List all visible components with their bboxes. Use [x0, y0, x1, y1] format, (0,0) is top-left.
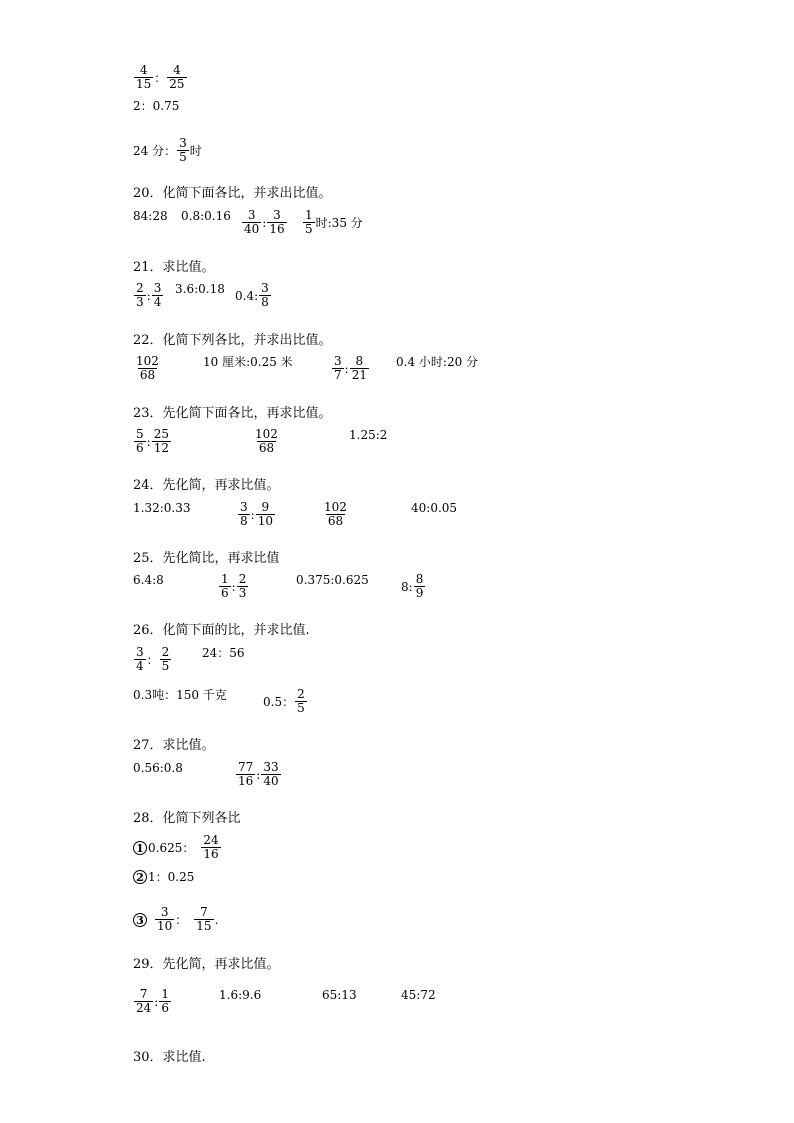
numerator: 3	[334, 354, 342, 368]
question-text: 先化简下面各比，再求比值。	[162, 406, 332, 421]
question-heading	[133, 182, 332, 201]
denominator: 5	[297, 701, 305, 715]
ratio-item	[133, 501, 190, 515]
denominator: 40	[244, 222, 260, 236]
denominator: 4	[136, 659, 144, 673]
ratio-text: 0.5：	[263, 694, 295, 709]
ratio-text: 3.6:0.18	[175, 282, 225, 296]
ratio-item	[411, 501, 457, 515]
question-heading	[133, 256, 215, 275]
fraction	[177, 137, 189, 164]
ratio-item	[181, 209, 231, 223]
ratio-item	[235, 282, 272, 309]
ratio-item	[237, 501, 276, 528]
denominator: 6	[136, 441, 144, 455]
question-heading	[133, 474, 280, 493]
ratio-separator: :	[154, 994, 159, 1009]
numerator: 8	[355, 354, 364, 368]
denominator: 68	[327, 514, 344, 528]
question-heading	[133, 953, 280, 972]
ratio-text: 0.56:0.8	[133, 761, 183, 775]
denominator: 16	[238, 774, 254, 788]
ratio-item	[235, 761, 282, 788]
ratio-item	[322, 988, 357, 1002]
ratio-item	[133, 64, 188, 91]
question-number: 30．	[133, 1050, 163, 1065]
fraction	[322, 501, 349, 528]
ratio-item	[296, 573, 369, 587]
ratio-item	[302, 209, 363, 236]
ratio-separator: ：	[146, 652, 159, 667]
numerator: 102	[324, 500, 347, 514]
numerator: 2	[238, 572, 247, 586]
ratio-item	[396, 355, 478, 369]
numerator: 77	[238, 760, 254, 774]
ratio-text: 84:28	[133, 209, 168, 223]
ratio-item	[241, 209, 288, 236]
fraction	[167, 64, 186, 91]
ratio-item	[133, 988, 172, 1015]
denominator: 5	[305, 222, 313, 236]
numerator: 3	[261, 281, 269, 295]
denominator: 8	[261, 295, 269, 309]
circled-number-marker: 1	[133, 841, 147, 855]
ratio-text: 0.8:0.16	[181, 209, 231, 223]
ratio-item	[133, 355, 162, 382]
denominator: 68	[139, 368, 156, 382]
question-text: 化简下列各比	[162, 811, 241, 826]
ratio-text: .	[214, 912, 219, 927]
fraction	[219, 573, 231, 600]
ratio-item	[263, 688, 308, 715]
fraction	[194, 906, 213, 933]
numerator: 3	[240, 500, 248, 514]
numerator: 3	[136, 645, 144, 659]
ratio-item	[321, 501, 350, 528]
fraction	[155, 906, 174, 933]
denominator: 9	[415, 586, 424, 600]
ratio-separator: ：	[154, 70, 167, 85]
ratio-item	[349, 428, 387, 442]
fraction	[236, 761, 255, 788]
fraction	[201, 834, 220, 861]
question-number: 24．	[133, 478, 163, 493]
question-text: 先化简，再求比值。	[162, 478, 280, 493]
numerator: 33	[263, 760, 279, 774]
ratio-text: 1.32:0.33	[133, 501, 191, 515]
numerator: 2	[161, 645, 170, 659]
question-heading	[133, 547, 280, 566]
question-heading	[133, 329, 332, 348]
circled-number-marker: 2	[133, 870, 147, 884]
ratio-separator: :	[146, 288, 151, 303]
denominator: 24	[136, 1001, 152, 1015]
fraction	[256, 501, 275, 528]
fraction	[152, 428, 171, 455]
denominator: 6	[221, 586, 229, 600]
fraction	[152, 282, 164, 309]
question-text: 先化简比，再求比值	[162, 551, 280, 566]
numerator: 8	[415, 572, 424, 586]
fraction	[237, 573, 249, 600]
numerator: 3	[247, 208, 256, 222]
numerator: 24	[203, 833, 219, 847]
ratio-text: 0.4 小时:20 分	[396, 355, 479, 369]
numerator: 4	[173, 63, 181, 77]
fraction	[242, 209, 261, 236]
denominator: 12	[153, 441, 169, 455]
question-text: 化简下面的比，并求比值.	[162, 623, 310, 638]
numerator: 102	[136, 354, 159, 368]
ratio-item	[252, 428, 281, 455]
question-heading	[133, 619, 310, 638]
denominator: 68	[258, 441, 275, 455]
question-heading	[133, 734, 215, 753]
fraction	[414, 573, 426, 600]
denominator: 21	[351, 368, 367, 382]
ratio-item	[401, 573, 426, 600]
ratio-separator: :	[256, 767, 261, 782]
denominator: 10	[157, 919, 173, 933]
ratio-text: 2：0.75	[133, 99, 180, 113]
ratio-item	[133, 906, 218, 933]
denominator: 3	[238, 586, 247, 600]
fraction	[350, 355, 369, 382]
fraction	[134, 988, 153, 1015]
numerator: 7	[200, 905, 208, 919]
ratio-text: 65:13	[322, 988, 357, 1002]
numerator: 3	[153, 281, 162, 295]
ratio-separator: :	[231, 579, 236, 594]
denominator: 25	[169, 77, 185, 91]
denominator: 15	[196, 919, 212, 933]
ratio-text: 时:35 分	[315, 215, 363, 230]
ratio-text: 0.375:0.625	[296, 573, 369, 587]
denominator: 5	[179, 150, 187, 164]
numerator: 2	[136, 281, 144, 295]
denominator: 5	[161, 659, 170, 673]
question-number: 25．	[133, 551, 163, 566]
question-text: 求比值.	[162, 1050, 206, 1065]
ratio-text: 10 厘米:0.25 米	[203, 355, 293, 369]
numerator: 1	[221, 572, 229, 586]
question-text: 求比值。	[162, 260, 215, 275]
denominator: 15	[136, 77, 152, 91]
question-number: 21．	[133, 260, 163, 275]
denominator: 16	[203, 847, 219, 861]
ratio-text: 24 分：	[133, 143, 177, 158]
numerator: 9	[261, 500, 270, 514]
numerator: 4	[139, 63, 148, 77]
ratio-item	[401, 988, 436, 1002]
ratio-text: 1：0.25	[148, 870, 195, 884]
ratio-text: 40:0.05	[411, 501, 458, 515]
fraction	[259, 282, 271, 309]
ratio-item	[133, 99, 179, 113]
numerator: 25	[153, 427, 169, 441]
denominator: 8	[240, 514, 248, 528]
fraction	[134, 282, 146, 309]
numerator: 3	[160, 905, 169, 919]
ratio-item	[133, 870, 194, 884]
ratio-separator: :	[344, 361, 349, 376]
fraction	[303, 209, 315, 236]
denominator: 4	[153, 295, 162, 309]
ratio-separator: :	[146, 434, 151, 449]
ratio-text: 0.625：	[148, 840, 195, 855]
ratio-text: 0.3吨：150 千克	[133, 688, 227, 702]
fraction	[332, 355, 344, 382]
ratio-item	[133, 646, 172, 673]
numerator: 2	[297, 687, 305, 701]
ratio-text: 8:	[401, 579, 413, 594]
ratio-item	[218, 573, 249, 600]
denominator: 3	[136, 295, 144, 309]
denominator: 6	[161, 1001, 169, 1015]
ratio-text: 24：56	[202, 646, 245, 660]
question-text: 化简下面各比，并求出比值。	[162, 186, 332, 201]
question-number: 28．	[133, 811, 163, 826]
ratio-text: 45:72	[401, 988, 436, 1002]
question-heading	[133, 402, 332, 421]
question-text: 化简下列各比，并求出比值。	[162, 333, 332, 348]
ratio-separator: :	[262, 215, 267, 230]
fraction	[160, 646, 172, 673]
question-heading	[133, 1046, 206, 1065]
question-number: 29．	[133, 957, 163, 972]
question-number: 23．	[133, 406, 163, 421]
fraction	[159, 988, 171, 1015]
fraction	[134, 428, 146, 455]
ratio-item	[331, 355, 370, 382]
question-number: 20．	[133, 186, 163, 201]
denominator: 40	[263, 774, 279, 788]
fraction	[295, 688, 307, 715]
numerator: 1	[161, 987, 169, 1001]
fraction	[134, 64, 153, 91]
ratio-item	[133, 282, 164, 309]
ratio-separator: ：	[175, 912, 188, 927]
ratio-item	[133, 761, 183, 775]
ratio-item	[133, 209, 168, 223]
ratio-text: 1.25:2	[349, 428, 388, 442]
ratio-item	[175, 282, 225, 296]
question-number: 22．	[133, 333, 163, 348]
ratio-text: 1.6:9.6	[219, 988, 262, 1002]
denominator: 10	[257, 514, 273, 528]
fraction	[267, 209, 286, 236]
numerator: 3	[179, 136, 187, 150]
ratio-item	[202, 646, 245, 660]
ratio-item	[133, 688, 227, 702]
fraction	[253, 428, 280, 455]
numerator: 7	[139, 987, 148, 1001]
ratio-item	[203, 355, 293, 369]
ratio-item	[219, 988, 261, 1002]
fraction	[134, 355, 161, 382]
ratio-separator: :	[250, 507, 255, 522]
question-text: 先化简，再求比值。	[162, 957, 280, 972]
ratio-text: 6.4:8	[133, 573, 164, 587]
denominator: 7	[334, 368, 342, 382]
question-heading	[133, 807, 241, 826]
ratio-item	[133, 428, 172, 455]
numerator: 3	[273, 208, 281, 222]
ratio-text: 0.4:	[235, 288, 259, 303]
ratio-item	[133, 573, 164, 587]
denominator: 16	[269, 222, 285, 236]
numerator: 102	[255, 427, 278, 441]
numerator: 1	[305, 208, 313, 222]
question-number: 26．	[133, 623, 163, 638]
question-number: 27．	[133, 738, 163, 753]
ratio-item	[133, 834, 222, 861]
fraction	[261, 761, 280, 788]
fraction	[238, 501, 250, 528]
unit-text: 时	[189, 143, 202, 158]
ratio-item	[133, 137, 202, 164]
fraction	[134, 646, 146, 673]
numerator: 5	[136, 427, 144, 441]
question-text: 求比值。	[162, 738, 215, 753]
circled-number-marker: 3	[133, 913, 147, 927]
